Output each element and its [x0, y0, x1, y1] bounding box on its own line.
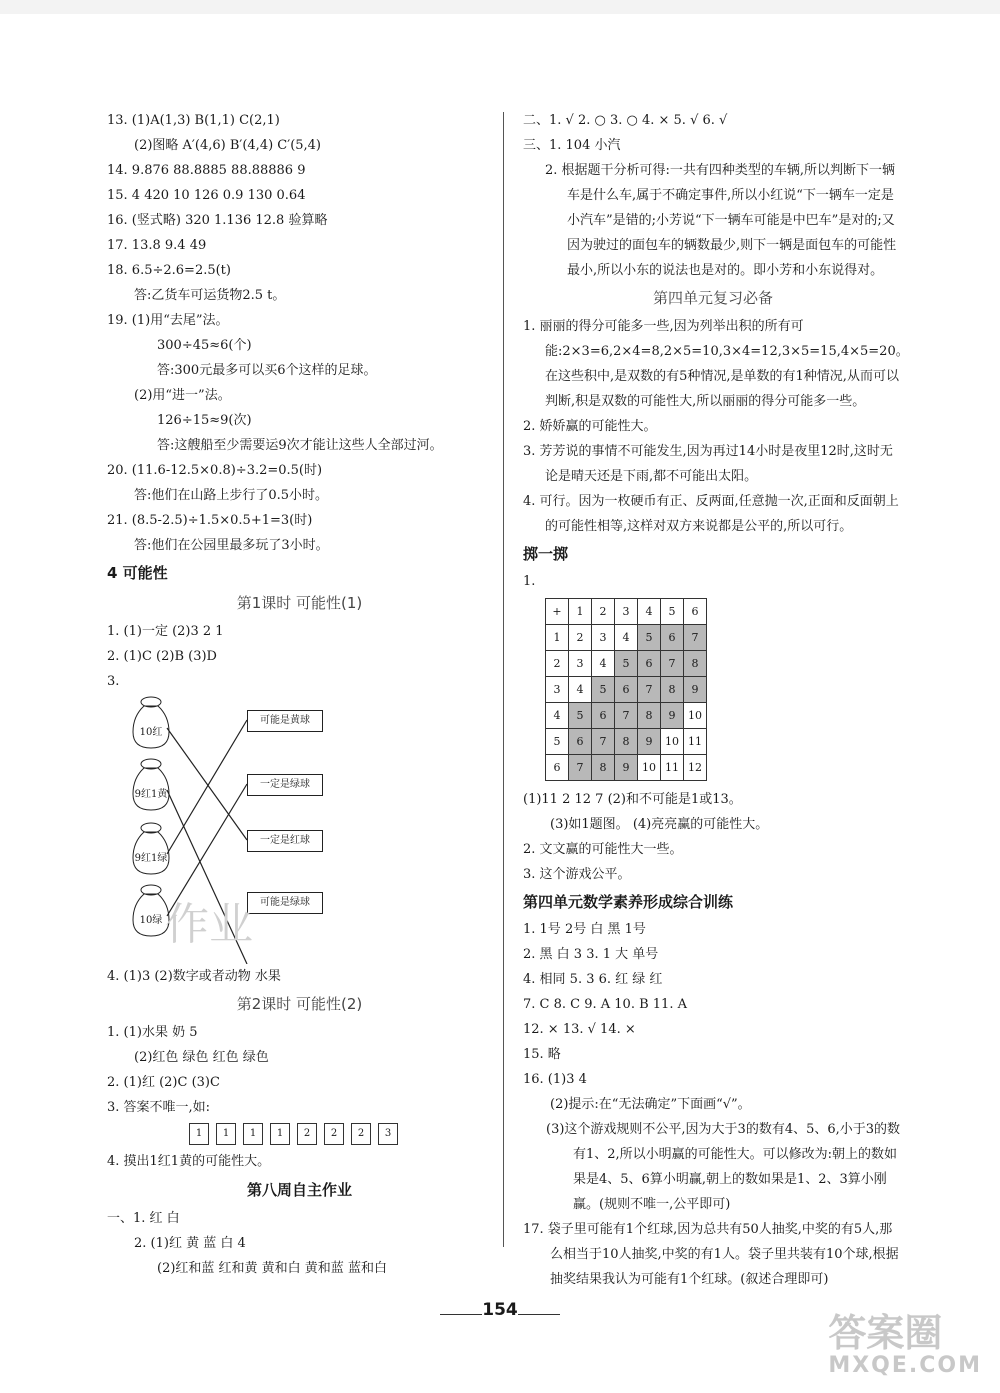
table-cell: 9 [638, 729, 661, 755]
column-divider [503, 112, 504, 1247]
comp-17: 17. 袋子里可能有1个红球,因为总共有50人抽奖,中奖的有5人,那么相当于10人抽奖,中奖的有1人。袋子里共装有10个球,根据抽奖结果我认为可能有1个红球。(叙述合理即可) [523, 1222, 899, 1287]
lesson2-q1: 1. (1)水果 奶 5 [107, 1025, 198, 1040]
bag-1-label: 10红 [139, 727, 163, 738]
left-column [107, 108, 492, 1281]
label-box-4: 可能是绿球 [247, 892, 323, 914]
table-cell: 8 [684, 651, 707, 677]
table-cell: 6 [592, 703, 615, 729]
bag-4-label: 10绿 [139, 915, 163, 926]
table-cell: 11 [684, 729, 707, 755]
bag-2 [129, 756, 173, 821]
review-2: 2. 娇娇赢的可能性大。 [523, 419, 657, 434]
page-number-text: 154 [482, 1300, 518, 1320]
comp-2: 2. 黑 白 3 3. 1 大 单号 [523, 947, 659, 962]
watermark-url: MXQE.COM [828, 1353, 982, 1378]
comp-16: 16. (1)3 4 [523, 1072, 587, 1087]
table-cell: 10 [661, 729, 684, 755]
throw-q1: 1. [523, 574, 536, 589]
throw-title: 掷一掷 [523, 545, 569, 563]
table-cell: 3 [569, 651, 592, 677]
comp-7: 7. C 8. C 9. A 10. B 11. A [523, 997, 687, 1012]
lesson1-q2: 2. (1)C (2)B (3)D [107, 649, 217, 664]
lesson2-q2: 2. (1)红 (2)C (3)C [107, 1075, 220, 1090]
throw-q1a: (1)11 2 12 7 (2)和不可能是1或13。 [523, 792, 742, 807]
table-row [546, 755, 707, 781]
week-8-title: 第八周自主作业 [246, 1181, 352, 1199]
answer-21-result: 答:他们在公园里最多玩了3小时。 [134, 538, 329, 553]
top-bar [0, 0, 1000, 14]
answer-19f: 答:这艘船至少需要运9次才能让这些人全部过河。 [157, 438, 443, 453]
answer-14: 14. 9.876 88.8885 88.88886 9 [107, 163, 306, 178]
dice-sum-table [545, 598, 707, 781]
week8-3: (2)红和蓝 红和黄 黄和白 黄和蓝 蓝和白 [157, 1261, 387, 1276]
table-cell: 9 [615, 755, 638, 781]
card: 1 [243, 1123, 263, 1145]
lesson1-q1: 1. (1)一定 (2)3 2 1 [107, 624, 224, 639]
lesson-2-title: 第2课时 可能性(2) [236, 995, 363, 1013]
answer-13b: (2)图略 A′(4,6) B′(4,4) C′(5,4) [134, 138, 322, 153]
table-cell: 12 [684, 755, 707, 781]
table-cell: 4 [546, 703, 569, 729]
right-column [523, 108, 909, 1292]
table-cell: 7 [592, 729, 615, 755]
comp-16c: (3)这个游戏规则不公平,因为大于3的数有4、5、6,小于3的数有1、2,所以小明赢的可能性大。可以修改为:朝上的数如果是4、5、6算小明赢,朝上的数如果是1、2、3算小刚赢。(规则不唯一,公平即可) [546, 1122, 901, 1212]
table-row [546, 625, 707, 651]
card: 1 [216, 1123, 236, 1145]
lesson2-q4: 4. 摸出1红1黄的可能性大。 [107, 1154, 271, 1169]
watermark-middle: 作业 [165, 899, 253, 950]
comprehensive-title: 第四单元数学素养形成综合训练 [523, 893, 734, 911]
card: 3 [378, 1123, 398, 1145]
table-cell: 4 [638, 599, 661, 625]
table-row [546, 677, 707, 703]
answer-15: 15. 4 420 10 126 0.9 130 0.64 [107, 188, 306, 203]
lesson1-q4: 4. (1)3 (2)数字或者动物 水果 [107, 969, 281, 984]
table-cell: 7 [615, 703, 638, 729]
lesson1-q3: 3. [107, 674, 120, 689]
table-cell: 8 [592, 755, 615, 781]
table-cell: 7 [684, 625, 707, 651]
watermark-logo-text: 答案圈 [828, 1311, 943, 1355]
bag-2-label: 9红1黄 [134, 789, 168, 800]
table-cell: 2 [592, 599, 615, 625]
card: 1 [189, 1123, 209, 1145]
table-cell: 1 [569, 599, 592, 625]
table-cell: 9 [661, 703, 684, 729]
review-title: 第四单元复习必备 [652, 289, 773, 307]
table-cell: 6 [546, 755, 569, 781]
table-cell: 4 [592, 651, 615, 677]
answer-19b: 300÷45≈6(个) [157, 338, 252, 353]
answer-18-result: 答:乙货车可运货物2.5 t。 [134, 288, 286, 303]
table-cell: 3 [615, 599, 638, 625]
table-cell: + [546, 599, 569, 625]
review-1: 1. 丽丽的得分可能多一些,因为列举出积的所有可能:2×3=6,2×4=8,2×5=10,3×4=12,3×5=15,4×5=20。在这些积中,是双数的有5种情况,是单数的有1种情况,从而可以判断,积是双数的可能性大,所以丽丽的得分可能多一些。 [523, 319, 909, 409]
number-cards [189, 1123, 492, 1145]
table-cell: 4 [615, 625, 638, 651]
week8-1: 一、1. 红 白 [107, 1211, 180, 1226]
answer-21: 21. (8.5-2.5)÷1.5×0.5+1=3(时) [107, 513, 313, 528]
lesson2-q3: 3. 答案不唯一,如: [107, 1100, 211, 1115]
section-2-answers: 二、1. √ 2. ○ 3. ○ 4. × 5. √ 6. √ [523, 113, 728, 128]
section-3-answer-1: 三、1. 104 小汽 [523, 138, 621, 153]
label-box-2: 一定是绿球 [247, 774, 323, 796]
bag-3 [129, 820, 173, 885]
comp-1: 1. 1号 2号 白 黑 1号 [523, 922, 646, 937]
comp-4: 4. 相同 5. 3 6. 红 绿 红 [523, 972, 663, 987]
table-cell: 5 [661, 599, 684, 625]
section-3-answer-2: 2. 根据题干分析可得:一共有四种类型的车辆,所以判断下一辆车是什么车,属于不确定事件,所以小红说“下一辆车一定是小汽车”是错的;小芳说“下一辆车可能是中巴车”是对的;又因为驶过的面包车的辆数最少,则下一辆是面包车的可能性最小,所以小东的说法也是对的。即小芳和小东说得对。 [545, 163, 897, 278]
label-box-3: 一定是红球 [247, 830, 323, 852]
review-4: 4. 可行。因为一枚硬币有正、反两面,任意抛一次,正面和反面朝上的可能性相等,这样对双方来说都是公平的,所以可行。 [523, 494, 899, 534]
table-row [546, 729, 707, 755]
card: 2 [324, 1123, 344, 1145]
unit-4-title: 4 可能性 [107, 564, 168, 582]
table-cell: 3 [592, 625, 615, 651]
table-cell: 9 [684, 677, 707, 703]
table-cell: 7 [661, 651, 684, 677]
table-cell: 8 [661, 677, 684, 703]
table-cell: 5 [638, 625, 661, 651]
bag-1 [129, 694, 173, 759]
table-row [546, 703, 707, 729]
answer-19d: (2)用“进一”法。 [134, 388, 231, 403]
review-3: 3. 芳芳说的事情不可能发生,因为再过14小时是夜里12时,这时无论是晴天还是下雨,都不可能出太阳。 [523, 444, 893, 484]
table-cell: 2 [569, 625, 592, 651]
answer-13a: 13. (1)A(1,3) B(1,1) C(2,1) [107, 113, 280, 128]
throw-q2: 2. 文文赢的可能性大一些。 [523, 842, 683, 857]
table-cell: 5 [569, 703, 592, 729]
lesson-1-title: 第1课时 可能性(1) [236, 594, 363, 612]
card: 2 [297, 1123, 317, 1145]
answer-19c: 答:300元最多可以买6个这样的足球。 [157, 363, 377, 378]
table-cell: 1 [546, 625, 569, 651]
table-cell: 11 [661, 755, 684, 781]
comp-12: 12. × 13. √ 14. × [523, 1022, 636, 1037]
table-cell: 5 [592, 677, 615, 703]
table-cell: 5 [615, 651, 638, 677]
table-cell: 7 [638, 677, 661, 703]
lesson2-q1b: (2)红色 绿色 红色 绿色 [134, 1050, 269, 1065]
card: 2 [351, 1123, 371, 1145]
table-cell: 10 [638, 755, 661, 781]
table-cell: 7 [569, 755, 592, 781]
table-cell: 6 [638, 651, 661, 677]
throw-q1b: (3)如1题图。 (4)亮亮赢的可能性大。 [550, 817, 769, 832]
card: 1 [270, 1123, 290, 1145]
table-cell: 8 [615, 729, 638, 755]
comp-15: 15. 略 [523, 1047, 561, 1062]
answer-19: 19. (1)用“去尾”法。 [107, 313, 229, 328]
answer-20: 20. (11.6-12.5×0.8)÷3.2=0.5(时) [107, 463, 323, 478]
table-cell: 3 [546, 677, 569, 703]
throw-q3: 3. 这个游戏公平。 [523, 867, 631, 882]
table-cell: 6 [684, 599, 707, 625]
answer-16: 16. (竖式略) 320 1.136 12.8 验算略 [107, 213, 328, 228]
answer-19e: 126÷15≈9(次) [157, 413, 252, 428]
answer-17: 17. 13.8 9.4 49 [107, 238, 207, 253]
table-cell: 6 [569, 729, 592, 755]
label-box-1: 可能是黄球 [247, 710, 323, 732]
answer-20-result: 答:他们在山路上步行了0.5小时。 [134, 488, 329, 503]
watermark [828, 1312, 982, 1378]
table-cell: 6 [615, 677, 638, 703]
table-cell: 6 [661, 625, 684, 651]
week8-2: 2. (1)红 黄 蓝 白 4 [134, 1236, 246, 1251]
table-row [546, 599, 707, 625]
table-cell: 2 [546, 651, 569, 677]
bag-3-label: 9红1绿 [134, 853, 168, 864]
table-cell: 5 [546, 729, 569, 755]
table-cell: 4 [569, 677, 592, 703]
table-cell: 8 [638, 703, 661, 729]
answer-18: 18. 6.5÷2.6=2.5(t) [107, 263, 231, 278]
table-cell: 10 [684, 703, 707, 729]
table-row [546, 651, 707, 677]
comp-16b: (2)提示:在“无法确定”下面画“√”。 [550, 1097, 751, 1112]
